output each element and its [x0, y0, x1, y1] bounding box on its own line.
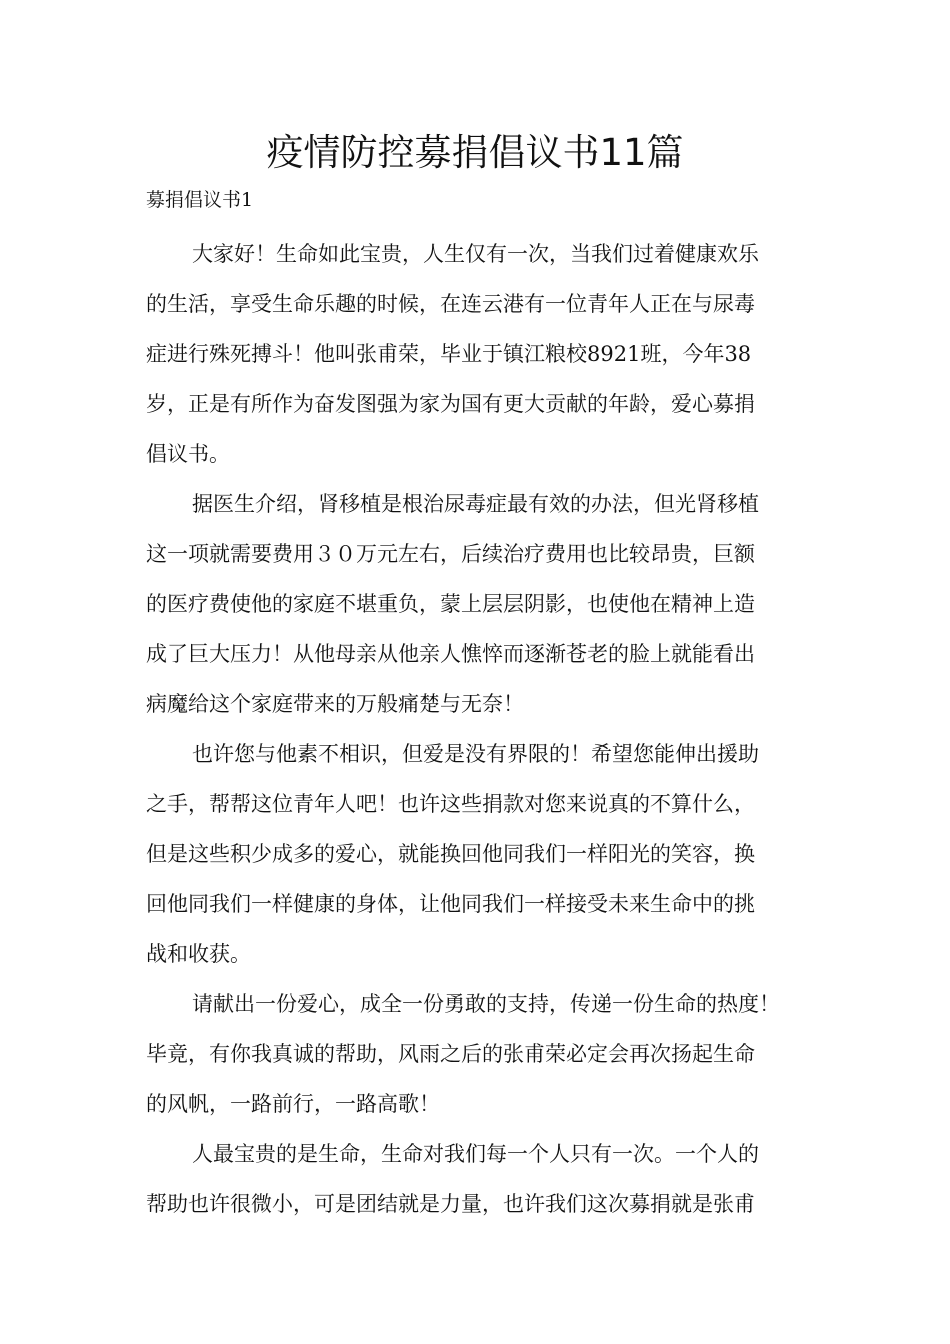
paragraph-line: 的风帆，一路前行，一路高歌！: [146, 1092, 440, 1116]
paragraph-line: 病魔给这个家庭带来的万般痛楚与无奈！: [146, 692, 524, 716]
paragraph-line: 症进行殊死搏斗！他叫张甫荣，毕业于镇江粮校8921班，今年38: [146, 342, 752, 366]
paragraph: [146, 229, 820, 479]
paragraph-line: 毕竟，有你我真诚的帮助，风雨之后的张甫荣必定会再次扬起生命: [146, 1042, 755, 1066]
paragraph-line: 大家好！生命如此宝贵，人生仅有一次，当我们过着健康欢乐: [192, 242, 759, 266]
paragraph-line: 成了巨大压力！从他母亲从他亲人憔悴而逐渐苍老的脸上就能看出: [146, 642, 755, 666]
paragraph: [146, 729, 820, 979]
paragraph-line: 据医生介绍，肾移植是根治尿毒症最有效的办法，但光肾移植: [192, 492, 759, 516]
paragraph-line: 这一项就需要费用３０万元左右，后续治疗费用也比较昂贵，巨额: [146, 542, 755, 566]
paragraph-line: 之手，帮帮这位青年人吧！也许这些捐款对您来说真的不算什么，: [146, 792, 755, 816]
document-title: 疫情防控募捐倡议书11篇: [266, 131, 684, 174]
paragraph-line: 也许您与他素不相识，但爱是没有界限的！希望您能伸出援助: [192, 742, 759, 766]
paragraph-line: 岁，正是有所作为奋发图强为家为国有更大贡献的年龄，爱心募捐: [146, 392, 755, 416]
paragraph: [146, 1129, 820, 1229]
paragraph-line: 请献出一份爱心，成全一份勇敢的支持，传递一份生命的热度！: [192, 992, 780, 1016]
paragraph-line: 战和收获。: [146, 942, 251, 966]
paragraph-line: 帮助也许很微小，可是团结就是力量，也许我们这次募捐就是张甫: [146, 1192, 755, 1216]
section-heading: 募捐倡议书1: [146, 189, 254, 211]
paragraph-line: 倡议书。: [146, 442, 230, 466]
paragraph: [146, 979, 820, 1129]
document-body: [146, 229, 820, 1229]
paragraph-line: 人最宝贵的是生命，生命对我们每一个人只有一次。一个人的: [192, 1142, 759, 1166]
paragraph-line: 的生活，享受生命乐趣的时候，在连云港有一位青年人正在与尿毒: [146, 292, 755, 316]
paragraph-line: 的医疗费使他的家庭不堪重负，蒙上层层阴影，也使他在精神上造: [146, 592, 755, 616]
paragraph-line: 但是这些积少成多的爱心，就能换回他同我们一样阳光的笑容，换: [146, 842, 755, 866]
paragraph-line: 回他同我们一样健康的身体，让他同我们一样接受未来生命中的挑: [146, 892, 755, 916]
paragraph: [146, 479, 820, 729]
